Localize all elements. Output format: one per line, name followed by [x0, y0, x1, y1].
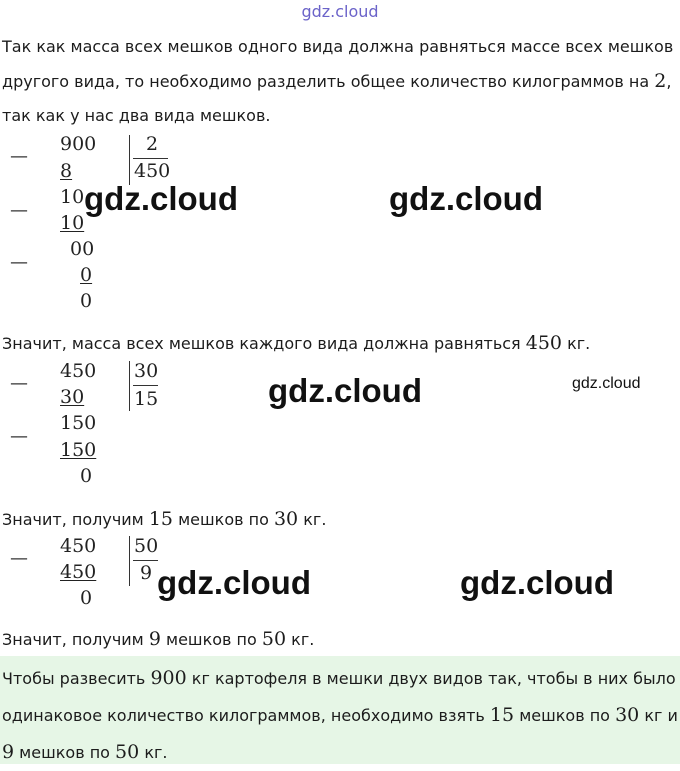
subtrahend: 0 — [80, 264, 93, 286]
conclusion-3-number: 50 — [261, 628, 287, 650]
minus-sign: — — [10, 146, 28, 167]
conclusion-3-number: 9 — [148, 628, 161, 650]
conclusion-2-number: 15 — [148, 508, 174, 530]
watermark: gdz.cloud — [572, 375, 641, 392]
conclusion-2 — [2, 502, 678, 537]
conclusion-2-text: Значит, получим — [2, 510, 149, 529]
divisor-line — [133, 158, 168, 159]
divisor-line — [133, 560, 158, 561]
conclusion-1 — [2, 326, 678, 361]
answer-text — [2, 660, 678, 771]
remainder: 10 — [60, 186, 85, 208]
subtrahend: 30 — [60, 386, 85, 408]
answer-number: 900 — [150, 667, 187, 689]
minus-sign: — — [10, 548, 28, 569]
conclusion-2-text: мешков по — [173, 510, 274, 529]
conclusion-1-tail: кг. — [562, 334, 591, 353]
watermark: gdz.cloud — [389, 180, 543, 217]
minus-sign: — — [10, 426, 28, 447]
intro-number: 2 — [654, 70, 667, 92]
conclusion-2-tail: кг. — [298, 510, 327, 529]
division-bar — [129, 361, 130, 411]
watermark-top: gdz.cloud — [301, 2, 379, 21]
divisor: 30 — [134, 360, 159, 382]
minus-sign: — — [10, 200, 28, 221]
minus-sign: — — [10, 252, 28, 273]
subtrahend: 450 — [60, 561, 97, 583]
conclusion-3 — [2, 622, 678, 657]
watermark: gdz.cloud — [268, 372, 422, 409]
remainder: 150 — [60, 412, 97, 434]
answer-block — [0, 656, 680, 764]
minus-sign: — — [10, 373, 28, 394]
conclusion-1-text: Значит, масса всех мешков каждого вида должна равняться — [2, 334, 526, 353]
remainder: 0 — [80, 465, 93, 487]
remainder: 0 — [80, 587, 93, 609]
divisor: 50 — [134, 535, 159, 557]
division-bar — [129, 536, 130, 586]
subtrahend: 10 — [60, 212, 85, 234]
divisor: 2 — [146, 133, 159, 155]
dividend: 900 — [60, 133, 97, 155]
subtrahend: 8 — [60, 160, 73, 182]
answer-part: Чтобы развесить — [2, 669, 151, 688]
answer-part: мешков по — [14, 743, 116, 762]
dividend: 450 — [60, 360, 97, 382]
intro-paragraph — [2, 30, 678, 133]
answer-part: кг. — [139, 743, 168, 762]
intro-tail: , так как у нас два вида мешков. — [2, 72, 672, 125]
watermark: gdz.cloud — [84, 180, 238, 217]
watermark: gdz.cloud — [460, 564, 614, 601]
quotient: 15 — [134, 388, 159, 410]
answer-number: 30 — [615, 704, 640, 726]
quotient: 450 — [134, 160, 171, 182]
dividend: 450 — [60, 535, 97, 557]
divisor-line — [133, 385, 158, 386]
answer-number: 9 — [2, 741, 15, 763]
quotient: 9 — [140, 562, 153, 584]
intro-text: Так как масса всех мешков одного вида должна равняться массе всех мешков другого вида, то необходимо разделить общее количество килограммов на — [2, 37, 674, 91]
answer-number: 50 — [115, 741, 140, 763]
subtrahend: 150 — [60, 439, 97, 461]
answer-part: кг картофеля в мешки двух видов так, чтобы в них было одинаковое количество килограммов, необходимо взять — [2, 669, 676, 725]
conclusion-1-number: 450 — [525, 332, 563, 354]
division-bar — [129, 135, 130, 185]
answer-part: кг и — [639, 706, 678, 725]
remainder: 00 — [70, 238, 95, 260]
conclusion-2-number: 30 — [273, 508, 299, 530]
remainder: 0 — [80, 290, 93, 312]
watermark: gdz.cloud — [157, 564, 311, 601]
answer-part: мешков по — [514, 706, 616, 725]
answer-number: 15 — [489, 704, 515, 726]
conclusion-3-text: мешков по — [160, 630, 262, 649]
conclusion-3-tail: кг. — [286, 630, 315, 649]
conclusion-3-text: Значит, получим — [2, 630, 149, 649]
